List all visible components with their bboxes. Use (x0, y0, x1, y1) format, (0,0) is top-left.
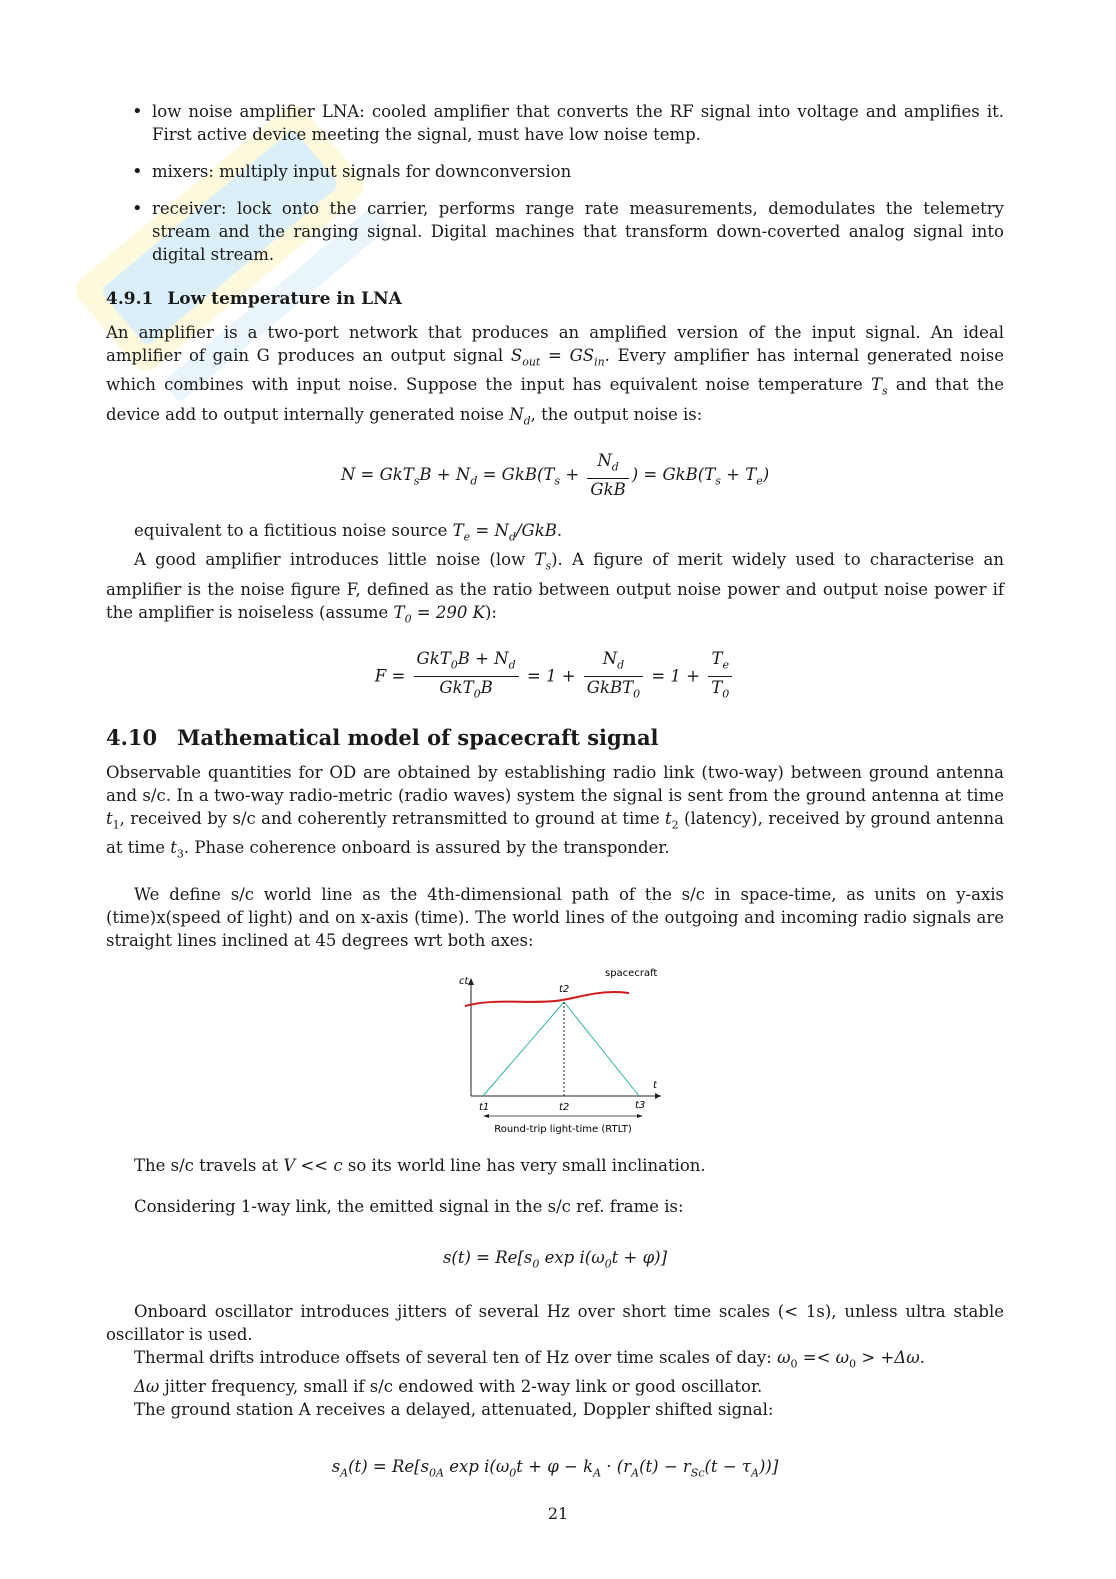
eq-sub: A (593, 1466, 602, 1480)
paragraph-sc-travel (106, 1154, 1004, 1177)
text-span: A good amplifier introduces little noise (low (134, 550, 535, 570)
eq-sub: A (751, 1466, 759, 1480)
t2-top-label: t2 (559, 984, 570, 996)
paragraph-oscillator: Onboard oscillator introduces jitters of several Hz over short time scales (< 1s), unless ultra stable oscillator is used. (106, 1301, 1004, 1344)
text-span: . Every amplifier has internal generated noise which combines with input noise. Suppose the input has equivalent noise temperature (106, 346, 1005, 395)
fraction (587, 450, 628, 501)
eq-part: F = (374, 666, 411, 686)
x-axis-arrow (655, 1093, 661, 1099)
eq-sub: 0 (450, 658, 458, 672)
text-span: , received by s/c and coherently retransmitted to ground at time (119, 808, 666, 828)
eq-part: = GkB(T (477, 465, 555, 485)
eq-sub: 0 (633, 687, 641, 701)
eq-part: GkBT (586, 678, 634, 698)
rtlt-figure (425, 968, 685, 1136)
text-span: . (919, 1347, 925, 1367)
section-number: 4.10 (106, 724, 158, 750)
paragraph-world-line: We define s/c world line as the 4th-dimensional path of the s/c in space-time, as units on y-axis (time)x(speed of light) and on x-axis (time). The world lines of the outgoing and incoming radio signals are straight lines inclined at 45 degrees wrt both axes: (106, 885, 1004, 951)
section-number: 4.9.1 (106, 289, 154, 309)
eq-sub: s (715, 474, 721, 488)
text-span: . (556, 521, 563, 541)
eq-sub: s (554, 474, 561, 488)
eq-sub: s (413, 474, 420, 488)
math-var: t (170, 837, 177, 857)
math-var: T (452, 521, 464, 541)
eq-part: GkT (416, 649, 451, 669)
page-number: 21 (547, 1504, 569, 1523)
eq-sub: Sc (690, 1466, 705, 1480)
math-var: Δω (134, 1376, 160, 1396)
equation-emitted-signal (106, 1246, 1004, 1275)
math-var: N (509, 404, 524, 424)
text-span: . Phase coherence onboard is assured by the transponder. (183, 837, 670, 857)
eq-sub: e (756, 474, 763, 488)
math-var: t (665, 808, 672, 828)
math-sub: e (463, 530, 471, 544)
paragraph-amplifier (106, 321, 1004, 432)
text-span: An amplifier is a two-port network that produces an amplified version of the input signal. An ideal amplifier of gain G produces an output signal (106, 323, 1004, 365)
paragraph-observables (106, 761, 1004, 866)
paragraph-equivalent (106, 519, 1004, 548)
eq-part: N = GkT (340, 465, 414, 485)
eq-part: (t − τ (704, 1456, 752, 1476)
math-sub: d (508, 530, 516, 544)
text-span: so its world line has very small inclination. (342, 1156, 706, 1176)
equation-output-noise (106, 450, 1004, 501)
math-var: T (393, 602, 405, 622)
math-var: S (510, 346, 523, 365)
t1-label: t1 (479, 1102, 490, 1114)
t3-label: t3 (635, 1100, 646, 1112)
eq-sub: d (508, 658, 516, 672)
eq-sub: A (340, 1466, 349, 1480)
eq-part: GkT (439, 678, 474, 698)
eq-part: T (711, 678, 723, 698)
downlink-signal-line (564, 1002, 639, 1096)
paragraph-thermal (106, 1346, 1004, 1375)
equation-received-signal (106, 1455, 1004, 1484)
spacecraft-label: spacecraft (605, 968, 658, 980)
eq-part: = 1 + (521, 666, 581, 686)
math-sub: s (882, 384, 888, 398)
x-axis-label: t (653, 1080, 657, 1092)
eq-sub: 0 (509, 1466, 517, 1480)
text-span: equivalent to a fictitious noise source (134, 521, 453, 541)
text-span: Thermal drifts introduce offsets of several ten of Hz over time scales of day: (134, 1347, 778, 1367)
eq-sub: 0A (429, 1466, 444, 1480)
math-sub: in (594, 355, 605, 369)
list-item: • low noise amplifier LNA: cooled amplifier that converts the RF signal into voltage and amplifies it. First active device meeting the signal, must have low noise temp. (152, 100, 1004, 146)
eq-part: t + φ − k (516, 1456, 594, 1476)
eq-part: + (560, 465, 585, 485)
math-var: > +Δω (856, 1347, 920, 1367)
eq-part: exp i(ω (539, 1248, 605, 1268)
bullet-list (106, 100, 1004, 266)
text-span: ). A figure of merit widely used to characterise an amplifier is the noise figure F, defined as the ratio between output noise power and output noise power if the amplifier is noiseless (assume (106, 550, 1004, 622)
eq-part: = 1 + (646, 666, 706, 686)
main-content (106, 100, 1004, 1484)
eq-sub: 0 (604, 1257, 612, 1271)
figure-caption: Round-trip light-time (RTLT) (494, 1124, 632, 1136)
y-axis-label: ct (459, 976, 469, 988)
text-span: Observable quantities for OD are obtained by establishing radio link (two-way) between ground antenna and s/c. In a two-way radio-metric (radio waves) system the signal is sent from the ground antenna at time (106, 762, 1004, 805)
equation-noise-figure (106, 648, 1004, 706)
math-sub: 0 (849, 1356, 857, 1370)
paragraph-jitter (106, 1375, 1004, 1398)
text-span: ): (484, 602, 497, 622)
eq-part: N (602, 649, 618, 669)
eq-part: B + N (457, 649, 509, 669)
math-sub: d (523, 413, 531, 427)
list-item: • mixers: multiply input signals for downconversion (152, 160, 1004, 183)
rtlt-arrow-left (483, 1114, 489, 1118)
list-item: • receiver: lock onto the carrier, performs range rate measurements, demodulates the telemetry stream and the ranging signal. Digital machines that transform down-coverted analog signal into digital stream. (152, 197, 1004, 266)
math-var: T (870, 375, 882, 395)
text-span: , the output noise is: (530, 404, 703, 424)
section-title: Low temperature in LNA (167, 289, 402, 309)
eq-sub: 0 (532, 1257, 540, 1271)
eq-sub: d (611, 460, 619, 474)
eq-part: · (r (601, 1456, 632, 1476)
text-span: jitter frequency, small if s/c endowed with 2-way link or good oscillator. (159, 1376, 763, 1396)
eq-sub: 0 (722, 687, 730, 701)
math-sub: s (545, 559, 552, 573)
rtlt-diagram (425, 968, 685, 1136)
section-heading-4-10 (106, 726, 1004, 749)
fraction (708, 648, 732, 706)
text-span: (latency), received by ground antenna at time (106, 808, 1004, 857)
math-var: = GS (540, 346, 595, 365)
math-var: ω (777, 1347, 791, 1367)
eq-part: B (480, 678, 493, 698)
math-var: t (106, 808, 113, 828)
math-var: = N (470, 521, 509, 541)
eq-part: s (331, 1456, 341, 1476)
text-span: The s/c travels at (134, 1156, 284, 1176)
eq-denominator: GkB (587, 478, 628, 501)
eq-part: ) = GkB(T (631, 465, 716, 485)
section-title: Mathematical model of spacecraft signal (177, 724, 659, 750)
section-heading-4-9-1 (106, 288, 1004, 311)
math-var: V << c (283, 1156, 343, 1176)
spacecraft-worldline (465, 992, 629, 1006)
eq-part: s(t) = Re[s (442, 1248, 533, 1268)
text-span: and that the device add to output internally generated noise (106, 375, 1004, 424)
math-var: =< ω (797, 1347, 850, 1367)
eq-part: t + φ)] (611, 1248, 668, 1268)
eq-part: B + N (419, 465, 471, 485)
math-sub: 0 (404, 612, 412, 626)
eq-sub: d (617, 658, 625, 672)
fraction (414, 648, 519, 706)
eq-part: ) (762, 465, 770, 485)
paragraph-one-way: Considering 1-way link, the emitted signal in the s/c ref. frame is: (134, 1197, 684, 1217)
y-axis-arrow (468, 978, 474, 985)
eq-part: (t) = Re[s (348, 1456, 430, 1476)
eq-part: + T (720, 465, 757, 485)
eq-sub: d (470, 474, 478, 488)
eq-part: T (711, 649, 723, 669)
math-sub: 3 (176, 847, 184, 861)
eq-sub: e (722, 658, 729, 672)
math-sub: 0 (790, 1356, 798, 1370)
eq-part: (t) − r (639, 1456, 691, 1476)
paragraph-ground-station: The ground station A receives a delayed, attenuated, Doppler shifted signal: (134, 1399, 774, 1419)
rtlt-arrow-right (637, 1114, 643, 1118)
fraction (584, 648, 643, 706)
eq-sub: 0 (473, 687, 481, 701)
eq-part: exp i(ω (444, 1456, 510, 1476)
math-var: T (534, 550, 546, 570)
eq-part: N (597, 450, 612, 470)
eq-part: ))] (758, 1456, 779, 1476)
math-sub: 2 (671, 817, 679, 831)
math-sub: 1 (112, 817, 120, 831)
math-var: = 290 K (411, 602, 485, 622)
math-sub: out (522, 355, 541, 369)
uplink-signal-line (483, 1002, 564, 1096)
math-var: /GkB (515, 521, 557, 541)
eq-sub: A (631, 1466, 640, 1480)
paragraph-noise-figure (106, 548, 1004, 630)
t2-label: t2 (559, 1102, 570, 1114)
